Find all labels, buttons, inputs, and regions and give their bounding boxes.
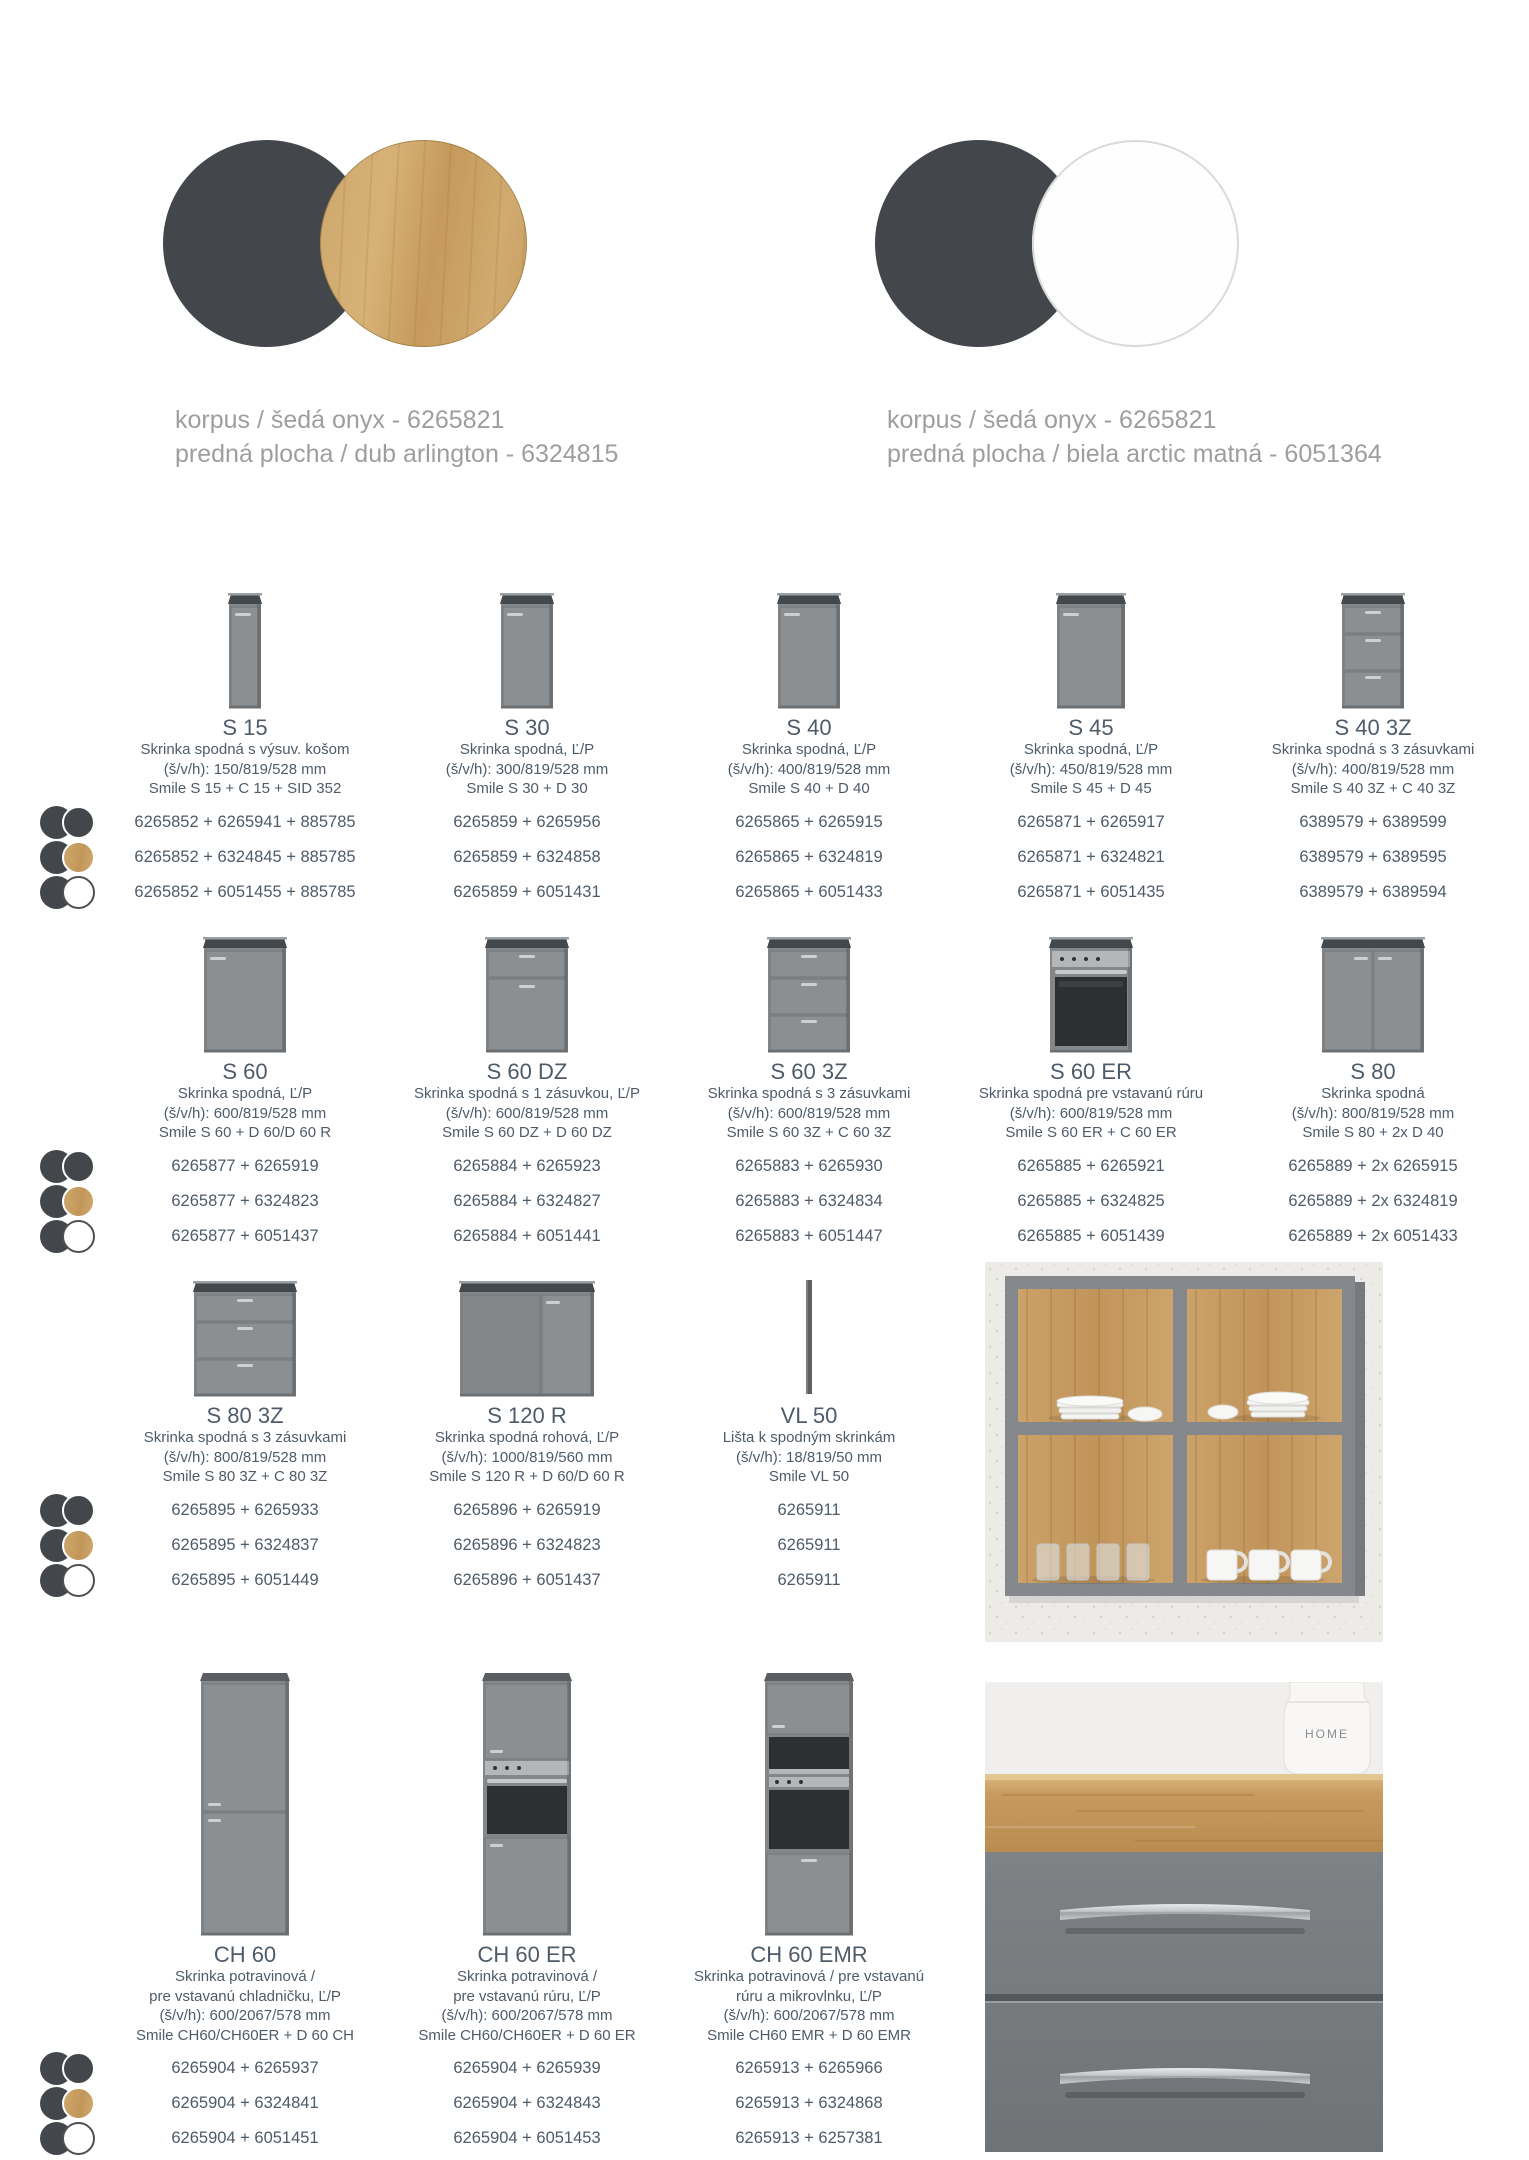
- product-code: 6389579 + 6389599: [1299, 812, 1447, 831]
- finish-front-label: predná plocha / dub arlington - 6324815: [175, 440, 619, 468]
- product-combination: Smile VL 50: [768, 1468, 850, 1485]
- product-card: [1232, 904, 1514, 1254]
- plinth-strip-image: [668, 1248, 950, 1398]
- product-combination: Smile S 60 ER + C 60 ER: [1005, 1124, 1177, 1141]
- product-name: S 80: [1350, 1059, 1396, 1084]
- product-description: Skrinka spodná s 3 zásuvkami: [707, 1085, 911, 1102]
- variant-swatch-pair: [40, 1563, 98, 1598]
- product-code: 6389579 + 6389595: [1299, 847, 1447, 866]
- product-description: Skrinka spodná s 3 zásuvkami: [143, 1429, 347, 1446]
- product-code: 6265911: [777, 1570, 841, 1589]
- product-dimensions: (š/v/h): 300/819/528 mm: [445, 760, 609, 778]
- product-code: 6265852 + 6324845 + 885785: [134, 847, 356, 866]
- product-card: [668, 1248, 950, 1598]
- variant-swatch-front-dark: [62, 806, 95, 839]
- product-code: 6265895 + 6051449: [171, 1570, 319, 1589]
- product-codes: [386, 1493, 668, 1598]
- finish-color-pair: [163, 140, 527, 347]
- cabinet-doors-80-image: [1232, 904, 1514, 1054]
- product-combination: Smile S 15 + C 15 + SID 352: [148, 780, 342, 797]
- product-code: 6265877 + 6324823: [171, 1191, 319, 1210]
- product-code: 6265877 + 6265919: [171, 1156, 319, 1175]
- product-codes: [386, 2051, 668, 2156]
- variant-swatches: [40, 1149, 98, 1254]
- product-name: CH 60 EMR: [750, 1942, 868, 1967]
- product-description: Lišta k spodným skrinkám: [722, 1429, 896, 1446]
- product-code: 6265883 + 6324834: [735, 1191, 883, 1210]
- product-dimensions: (š/v/h): 450/819/528 mm: [1009, 760, 1173, 778]
- product-code: 6265885 + 6265921: [1017, 1156, 1165, 1175]
- variant-swatch-pair: [40, 2051, 98, 2086]
- product-code: 6265904 + 6324843: [453, 2094, 601, 2112]
- cabinet-oven-60-image: [950, 904, 1232, 1054]
- product-card: [104, 904, 386, 1254]
- variant-swatch-front-oak: [62, 1185, 95, 1218]
- product-dimensions: (š/v/h): 800/819/528 mm: [1291, 1104, 1455, 1122]
- finish-labels: [887, 403, 1382, 471]
- product-name: S 60 3Z: [770, 1059, 848, 1084]
- product-description: Skrinka spodná s 3 zásuvkami: [1271, 741, 1475, 758]
- product-dimensions: (š/v/h): 600/2067/578 mm: [159, 2007, 331, 2024]
- product-card: [104, 1248, 386, 1598]
- product-dimensions: (š/v/h): 600/819/528 mm: [163, 1104, 327, 1122]
- cabinet-door-30-image: [386, 560, 668, 710]
- product-code: 6265884 + 6265923: [453, 1156, 601, 1175]
- product-code: 6265859 + 6051431: [453, 882, 601, 901]
- photo-drawer-display: [985, 1682, 1383, 2152]
- product-card: [668, 904, 950, 1254]
- finish-korpus-label: korpus / šedá onyx - 6265821: [175, 406, 505, 434]
- variant-swatch-pair: [40, 840, 98, 875]
- product-code: 6265871 + 6324821: [1017, 847, 1165, 866]
- product-code: 6265883 + 6265930: [735, 1156, 883, 1175]
- product-code: 6265884 + 6051441: [453, 1226, 601, 1245]
- product-cards: [0, 904, 1529, 1254]
- variant-swatches: [40, 1493, 98, 1598]
- product-description: Skrinka spodná: [1321, 1085, 1425, 1102]
- product-code: 6265904 + 6051453: [453, 2129, 601, 2147]
- product-card: [386, 1662, 668, 2156]
- product-codes: [950, 1149, 1232, 1254]
- product-codes: [386, 1149, 668, 1254]
- product-code: 6265865 + 6265915: [735, 812, 883, 831]
- product-code: 6265889 + 2x 6324819: [1288, 1191, 1458, 1210]
- product-dimensions: (š/v/h): 150/819/528 mm: [163, 760, 327, 778]
- variant-swatch-pair: [40, 1528, 98, 1563]
- product-codes: [104, 1149, 386, 1254]
- cabinet-door-40-image: [668, 560, 950, 710]
- tall-oven-micro-60-image: [668, 1662, 950, 1937]
- product-codes: [950, 805, 1232, 910]
- product-codes: [1232, 805, 1514, 910]
- product-description: Skrinka potravinová / pre vstavanú: [693, 1968, 925, 1985]
- product-card: [104, 1662, 386, 2156]
- product-codes: [668, 1493, 950, 1598]
- variant-swatch-front-dark: [62, 2052, 95, 2085]
- product-card: [386, 904, 668, 1254]
- variant-swatch-pair: [40, 1149, 98, 1184]
- product-codes: [668, 805, 950, 910]
- product-card: [104, 560, 386, 910]
- canister-label: HOME: [1305, 1727, 1349, 1741]
- cabinet-drawers-40-image: [1232, 560, 1514, 710]
- product-code: 6265871 + 6051435: [1017, 882, 1165, 901]
- product-row: [0, 560, 1529, 910]
- product-codes: [668, 1149, 950, 1254]
- product-combination: Smile S 120 R + D 60/D 60 R: [429, 1468, 625, 1485]
- product-code: 6265911: [777, 1500, 841, 1519]
- product-name: S 80 3Z: [206, 1403, 284, 1428]
- cabinet-door-45-image: [950, 560, 1232, 710]
- variant-swatch-front-dark: [62, 1150, 95, 1183]
- variant-swatches: [40, 2051, 98, 2156]
- product-code: 6265904 + 6051451: [171, 2129, 319, 2147]
- tall-oven-60-image: [386, 1662, 668, 1937]
- product-name: S 60 DZ: [486, 1059, 568, 1084]
- product-card: [668, 1662, 950, 2156]
- front-color-circle: [1032, 140, 1239, 347]
- product-code: 6265913 + 6324868: [735, 2094, 883, 2112]
- product-codes: [104, 2051, 386, 2156]
- product-combination: Smile S 60 + D 60/D 60 R: [158, 1124, 332, 1141]
- product-description: rúru a mikrovlnku, Ľ/P: [736, 1987, 882, 2005]
- product-combination: Smile S 45 + D 45: [1030, 780, 1152, 797]
- product-description: Skrinka spodná rohová, Ľ/P: [434, 1429, 620, 1446]
- product-code: 6265889 + 2x 6051433: [1288, 1226, 1458, 1245]
- product-card: [950, 904, 1232, 1254]
- product-combination: Smile S 40 + D 40: [748, 780, 870, 797]
- product-code: 6265895 + 6265933: [171, 1500, 319, 1519]
- product-name: VL 50: [780, 1403, 838, 1428]
- product-combination: Smile S 60 3Z + C 60 3Z: [726, 1124, 892, 1141]
- cabinet-pullout-15-image: [104, 560, 386, 710]
- product-card: [950, 560, 1232, 910]
- product-description: Skrinka spodná s výsuv. košom: [140, 741, 350, 758]
- product-code: 6265913 + 6265966: [735, 2059, 883, 2077]
- product-name: S 40: [786, 715, 832, 740]
- product-combination: Smile CH60 EMR + D 60 EMR: [707, 2026, 911, 2044]
- variant-swatch-front-oak: [62, 1529, 95, 1562]
- product-combination: Smile S 80 3Z + C 80 3Z: [162, 1468, 328, 1485]
- variant-swatch-pair: [40, 1493, 98, 1528]
- variant-swatch-front-dark: [62, 1494, 95, 1527]
- product-card: [386, 560, 668, 910]
- product-card: [668, 560, 950, 910]
- product-description: Skrinka spodná pre vstavanú rúru: [978, 1085, 1204, 1102]
- product-code: 6265904 + 6265937: [171, 2059, 319, 2077]
- product-code: 6265889 + 2x 6265915: [1288, 1156, 1458, 1175]
- product-dimensions: (š/v/h): 400/819/528 mm: [1291, 760, 1455, 778]
- product-description: Skrinka spodná, Ľ/P: [1023, 741, 1159, 758]
- product-codes: [386, 805, 668, 910]
- tall-fridge-60-image: [104, 1662, 386, 1937]
- product-code: 6265877 + 6051437: [171, 1226, 319, 1245]
- product-dimensions: (š/v/h): 1000/819/560 mm: [441, 1448, 613, 1466]
- cabinet-drawers-60-image: [668, 904, 950, 1054]
- product-codes: [104, 1493, 386, 1598]
- product-description: pre vstavanú rúru, Ľ/P: [453, 1987, 601, 2005]
- product-code: 6265896 + 6324823: [453, 1535, 601, 1554]
- variant-swatch-pair: [40, 1184, 98, 1219]
- finish-block: [875, 140, 1382, 471]
- product-code: 6265871 + 6265917: [1017, 812, 1165, 831]
- product-description: Skrinka potravinová /: [456, 1968, 598, 1985]
- cabinet-corner-120-image: [386, 1248, 668, 1398]
- product-name: S 120 R: [487, 1403, 567, 1428]
- product-code: 6265852 + 6051455 + 885785: [134, 882, 356, 901]
- product-name: CH 60: [213, 1942, 277, 1967]
- product-card: [1232, 560, 1514, 910]
- cabinet-drawer-door-60-image: [386, 904, 668, 1054]
- product-dimensions: (š/v/h): 18/819/50 mm: [736, 1448, 882, 1466]
- product-description: pre vstavanú chladničku, Ľ/P: [149, 1987, 341, 2005]
- product-dimensions: (š/v/h): 800/819/528 mm: [163, 1448, 327, 1466]
- product-code: 6265859 + 6324858: [453, 847, 601, 866]
- product-codes: [104, 805, 386, 910]
- product-code: 6265885 + 6051439: [1017, 1226, 1165, 1245]
- product-description: Skrinka spodná, Ľ/P: [459, 741, 595, 758]
- product-code: 6265884 + 6324827: [453, 1191, 601, 1210]
- product-combination: Smile S 80 + 2x D 40: [1302, 1124, 1444, 1141]
- product-description: Skrinka spodná, Ľ/P: [741, 741, 877, 758]
- variant-swatches: [40, 805, 98, 910]
- product-description: Skrinka spodná, Ľ/P: [177, 1085, 313, 1102]
- variant-swatch-front-white: [62, 2122, 95, 2155]
- product-code: 6265883 + 6051447: [735, 1226, 883, 1245]
- finish-block: [163, 140, 618, 471]
- variant-swatch-pair: [40, 2121, 98, 2156]
- finish-front-label: predná plocha / biela arctic matná - 6051364: [887, 440, 1382, 468]
- variant-swatch-pair: [40, 805, 98, 840]
- finish-color-pair: [875, 140, 1239, 347]
- product-code: 6265904 + 6324841: [171, 2094, 319, 2112]
- variant-swatch-front-white: [62, 1564, 95, 1597]
- product-dimensions: (š/v/h): 600/819/528 mm: [445, 1104, 609, 1122]
- product-combination: Smile CH60/CH60ER + D 60 ER: [418, 2026, 636, 2044]
- photo-shelf-display: [985, 1262, 1383, 1642]
- product-combination: Smile S 60 DZ + D 60 DZ: [442, 1124, 612, 1141]
- product-name: S 45: [1068, 715, 1114, 740]
- product-row: [0, 904, 1529, 1254]
- product-code: 6265895 + 6324837: [171, 1535, 319, 1554]
- product-dimensions: (š/v/h): 600/2067/578 mm: [441, 2007, 613, 2024]
- product-description: Skrinka potravinová /: [174, 1968, 316, 1985]
- product-code: 6265896 + 6051437: [453, 1570, 601, 1589]
- product-code: 6265859 + 6265956: [453, 812, 601, 831]
- product-code: 6265911: [777, 1535, 841, 1554]
- product-dimensions: (š/v/h): 600/2067/578 mm: [723, 2007, 895, 2024]
- product-name: CH 60 ER: [477, 1942, 577, 1967]
- product-code: 6389579 + 6389594: [1299, 882, 1447, 901]
- finish-labels: [175, 403, 618, 471]
- cabinet-drawers-80-image: [104, 1248, 386, 1398]
- variant-swatch-pair: [40, 2086, 98, 2121]
- product-code: 6265913 + 6257381: [735, 2129, 883, 2147]
- product-codes: [1232, 1149, 1514, 1254]
- product-code: 6265865 + 6324819: [735, 847, 883, 866]
- variant-swatch-front-oak: [62, 841, 95, 874]
- product-dimensions: (š/v/h): 600/819/528 mm: [727, 1104, 891, 1122]
- product-dimensions: (š/v/h): 600/819/528 mm: [1009, 1104, 1173, 1122]
- product-name: S 60: [222, 1059, 268, 1084]
- finish-korpus-label: korpus / šedá onyx - 6265821: [887, 406, 1217, 434]
- product-name: S 15: [222, 715, 268, 740]
- product-combination: Smile S 30 + D 30: [466, 780, 588, 797]
- product-name: S 60 ER: [1050, 1059, 1132, 1084]
- front-color-circle: [320, 140, 527, 347]
- product-cards: [0, 560, 1529, 910]
- product-code: 6265865 + 6051433: [735, 882, 883, 901]
- product-name: S 30: [504, 715, 550, 740]
- product-code: 6265896 + 6265919: [453, 1500, 601, 1519]
- product-codes: [668, 2051, 950, 2156]
- product-code: 6265885 + 6324825: [1017, 1191, 1165, 1210]
- product-code: 6265904 + 6265939: [453, 2059, 601, 2077]
- cabinet-door-60-image: [104, 904, 386, 1054]
- product-description: Skrinka spodná s 1 zásuvkou, Ľ/P: [414, 1085, 640, 1102]
- product-combination: Smile CH60/CH60ER + D 60 CH: [136, 2026, 354, 2044]
- product-card: [386, 1248, 668, 1598]
- product-combination: Smile S 40 3Z + C 40 3Z: [1290, 780, 1456, 797]
- variant-swatch-front-oak: [62, 2087, 95, 2120]
- product-dimensions: (š/v/h): 400/819/528 mm: [727, 760, 891, 778]
- product-code: 6265852 + 6265941 + 885785: [134, 812, 356, 831]
- product-name: S 40 3Z: [1334, 715, 1412, 740]
